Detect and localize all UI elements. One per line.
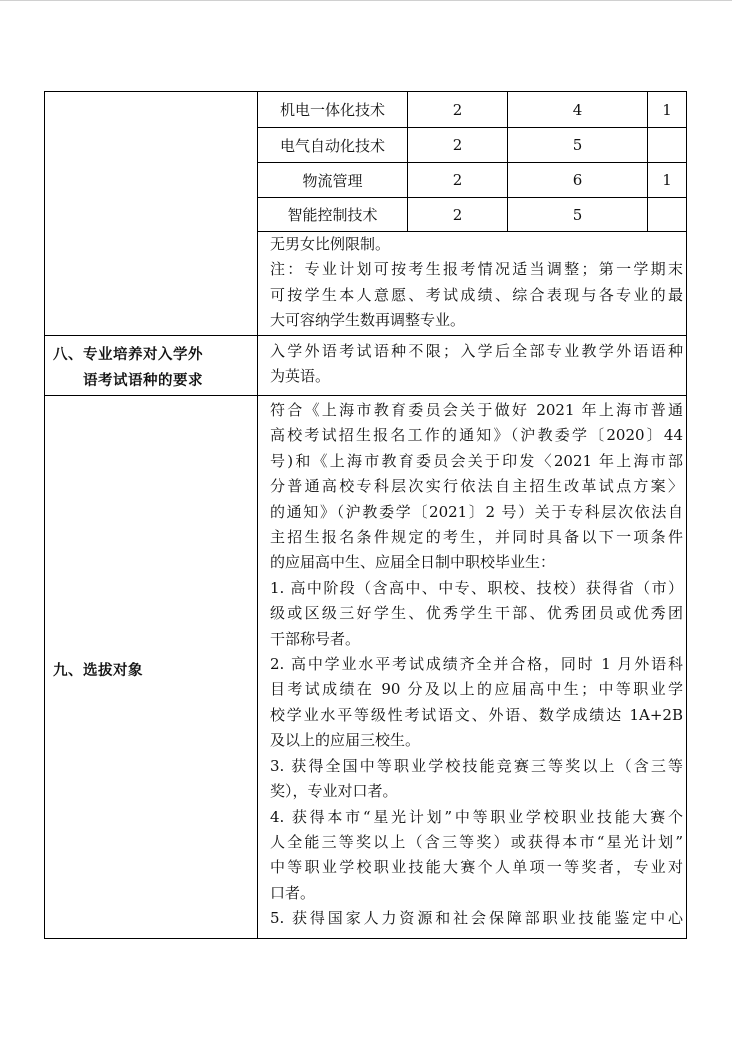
table-border-left: [44, 91, 45, 939]
section-8-label-line1: 八、专业培养对入学外: [53, 347, 203, 363]
section-8-text: [270, 339, 683, 390]
section-8-label-line2: 语考试语种的要求: [83, 373, 203, 389]
section-9-line: 号)和《上海市教育委员会关于印发〈2021 年上海市部: [270, 451, 683, 470]
major-value-1: 2: [452, 100, 463, 119]
section-divider: [44, 395, 687, 396]
section-9-line: 级或区级三好学生、优秀学生干部、优秀团员或优秀团: [270, 604, 683, 623]
major-value-1: 2: [452, 171, 463, 189]
section-9-text: [270, 398, 683, 932]
major-value-2: 6: [572, 171, 583, 189]
major-name: 智能控制技术: [287, 206, 378, 224]
table-border-right: [686, 91, 687, 939]
section-9-line: 中等职业学校职业技能大赛个人单项一等奖者，专业对: [270, 858, 683, 877]
major-value-3: 1: [662, 100, 672, 119]
section-9-line: 1. 高中阶段（含高中、中专、职校、技校）获得省（市）: [270, 578, 683, 597]
notes-line: 注：专业计划可按考生报考情况适当调整；第一学期末: [270, 260, 683, 279]
section-9-line: 奖），专业对口者。: [270, 782, 398, 801]
admission-table: [44, 91, 687, 939]
major-name: 物流管理: [302, 171, 363, 190]
section-9-line: 分普通高校专科层次实行依法自主招生改革试点方案〉: [270, 477, 683, 496]
notes-line: 大可容纳学生数再调整专业。: [270, 311, 466, 330]
section-divider: [44, 335, 687, 336]
major-value-2: 5: [572, 205, 583, 224]
section-9-label: 九、选拔对象: [53, 663, 143, 679]
major-value-1: 2: [452, 205, 463, 224]
section-9-line: 目考试成绩在 90 分及以上的应届高中生；中等职业学: [270, 680, 683, 699]
section-9-line: 符合《上海市教育委员会关于做好 2021 年上海市普通: [270, 401, 683, 419]
section-9-line: 3. 获得全国中等职业学校技能竞赛三等奖以上（含三等: [270, 756, 683, 775]
major-value-3: 1: [662, 171, 672, 189]
major-value-3: [648, 128, 686, 162]
page-top-border: [0, 0, 732, 1]
section-9-line: 校学业水平等级性考试语文、外语、数学成绩达 1A+2B: [270, 705, 683, 724]
section-9-line: 人全能三等奖以上（含三等奖）或获得本市“星光计划”: [270, 832, 683, 851]
section-9-line: 高校考试招生报名工作的通知》（沪教委学〔2020〕44: [270, 426, 683, 445]
major-name: 电气自动化技术: [279, 136, 385, 155]
section-9-line: 2. 高中学业水平考试成绩齐全并合格，同时 1 月外语科: [270, 655, 683, 674]
major-name: 机电一体化技术: [279, 101, 385, 119]
section-9-line: 5. 获得国家人力资源和社会保障部职业技能鉴定中心: [270, 909, 683, 928]
major-value-2: 5: [572, 136, 583, 154]
major-value-2: 4: [572, 100, 583, 119]
major-value-1: 2: [452, 136, 463, 154]
notes-text: [270, 232, 683, 334]
section-8-line: 入学外语考试语种不限；入学后全部专业教学外语语种: [270, 342, 683, 360]
section-9-line: 的通知》（沪教委学〔2021〕2 号）关于专科层次依法自: [270, 502, 683, 521]
section-9-line: 主招生报名条件规定的考生，并同时具备以下一项条件: [270, 528, 683, 547]
section-9-line: 干部称号者。: [270, 629, 361, 648]
notes-line: 无男女比例限制。: [270, 235, 391, 253]
section-9-line: 及以上的应届三校生。: [270, 731, 421, 750]
major-value-3: [648, 198, 686, 231]
table-border-bottom: [44, 938, 687, 939]
section-9-line: 4. 获得本市“星光计划”中等职业学校职业技能大赛个: [270, 807, 683, 826]
section-9-line: 的应届高中生、应届全日制中职校毕业生：: [270, 553, 556, 572]
section-9-line: 口者。: [270, 883, 316, 902]
section-8-line: 为英语。: [270, 367, 331, 386]
notes-line: 可按学生本人意愿、考试成绩、综合表现与各专业的最: [270, 285, 683, 304]
